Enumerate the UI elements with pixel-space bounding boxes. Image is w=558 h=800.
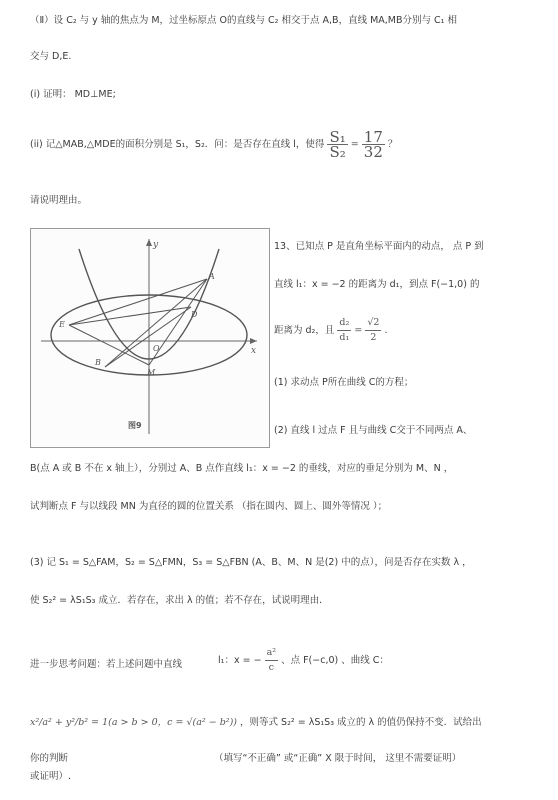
p13-judgement-hint: （填写“不正确” 或“正确” X 限于时间， 这里不需要证明） [214, 753, 462, 764]
ratio-numerator: S₁ [329, 128, 346, 146]
d-ratio-denominator: d₁ [339, 332, 350, 343]
ratio-value-denominator: 32 [363, 143, 383, 161]
p13-ellipse-eq [30, 716, 482, 730]
d-ratio-equals: = [354, 325, 363, 336]
p13-q3b: 使 S₂² = λS₁S₃ 成立．若存在，求出 λ 的值；若不存在，试说明理由． [30, 595, 329, 606]
p13-line3-end: . [384, 325, 388, 336]
d-ratio [337, 316, 351, 345]
p13-line2: 直线 l₁：x = −2 的距离为 d₁，到点 F(−1,0) 的 [274, 279, 480, 290]
part2-sub2 [30, 130, 397, 160]
label-m: M [147, 368, 156, 377]
p13-q2b: B(点 A 或 B 不在 x 轴上），分别过 A、B 点作直线 l₁：x = −2 的垂线，对应的垂足分别为 M、N ， [30, 463, 454, 474]
d-ratio-value-numerator: √2 [365, 316, 381, 331]
part2-line2: 交与 D,E. [30, 51, 72, 62]
label-y: y [153, 240, 159, 250]
figure-9 [30, 228, 270, 448]
p13-q1: (1) 求动点 P所在曲线 C的方程； [274, 377, 414, 388]
label-b: B [95, 358, 101, 367]
figure-caption: 图9 [128, 421, 142, 430]
label-d: D [191, 310, 198, 319]
ratio-denominator: S₂ [329, 143, 346, 161]
generalize-line-text: l₁：x = − [218, 655, 262, 666]
part2-reason: 请说明理由。 [30, 195, 88, 206]
ratio-value-numerator: 17 [363, 128, 383, 146]
p13-line3 [274, 316, 387, 346]
p13-generalize-line [218, 646, 389, 676]
y-axis-arrow [146, 239, 152, 246]
p13-line1: 13、已知点 P 是直角坐标平面内的动点， 点 P 到 [274, 241, 484, 252]
part2-line1: （Ⅱ）设 C₂ 与 y 轴的焦点为 M，过坐标原点 O的直线与 C₂ 相交于点 A,B，直线 MA,MB分别与 C₁ 相 [30, 15, 457, 26]
a2-over-c-numerator: a² [265, 646, 278, 661]
ratio-value [362, 130, 385, 159]
ratio-equals: = [350, 139, 359, 150]
generalize-point-curve: 、点 F(−c,0) 、曲线 C： [281, 655, 389, 666]
part2-sub1: (i) 证明： MD⊥ME; [30, 89, 116, 100]
p13-judgement-label: 你的判断 [30, 753, 69, 764]
line-ea [69, 279, 207, 325]
p13-proof-end: 或证明）. [30, 771, 72, 782]
p13-q2c: 试判断点 F 与以线段 MN 为直径的圆的位置关系 （指在圆内、圆上、圆外等情况 ）； [30, 501, 388, 512]
d-ratio-value-denominator: 2 [370, 332, 377, 343]
p13-q2a: (2) 直线 l 过点 F 且与曲线 C交于不同两点 A、 [274, 425, 473, 436]
ratio-s1-s2 [327, 130, 347, 159]
label-o: O [153, 344, 160, 353]
label-x: x [251, 346, 257, 356]
p13-q3a: (3) 记 S₁ = S△FAM，S₂ = S△FMN，S₃ = S△FBN (A、B、M、N 是(2) 中的点），问是否存在实数 λ ， [30, 557, 472, 568]
label-e: E [59, 320, 65, 329]
line-ed [69, 307, 191, 325]
part2-sub2-text: (ii) 记△MAB,△MDE的面积分别是 S₁，S₂．问：是否存在直线 l，使得 [30, 139, 325, 150]
x-axis-arrow [250, 338, 257, 344]
p13-line3-text: 距离为 d₂，且 [274, 325, 335, 336]
label-a: A [209, 272, 215, 281]
a2-over-c [265, 646, 278, 675]
d-ratio-numerator: d₂ [337, 316, 351, 331]
ellipse-equation: x²/a² + y²/b² = 1(a > b > 0，c = √(a² − b²)) [30, 717, 237, 728]
ellipse-eq-follow: ，则等式 S₂² = λS₁S₃ 成立的 λ 的值仍保持不变．试给出 [240, 717, 482, 728]
a2-over-c-denominator: c [268, 662, 274, 673]
part2-sub2-end: ？ [387, 139, 398, 150]
p13-generalize-a: 进一步思考问题：若上述问题中直线 [30, 659, 183, 670]
d-ratio-value [365, 316, 381, 345]
ellipse-parabola-diagram [31, 229, 269, 447]
